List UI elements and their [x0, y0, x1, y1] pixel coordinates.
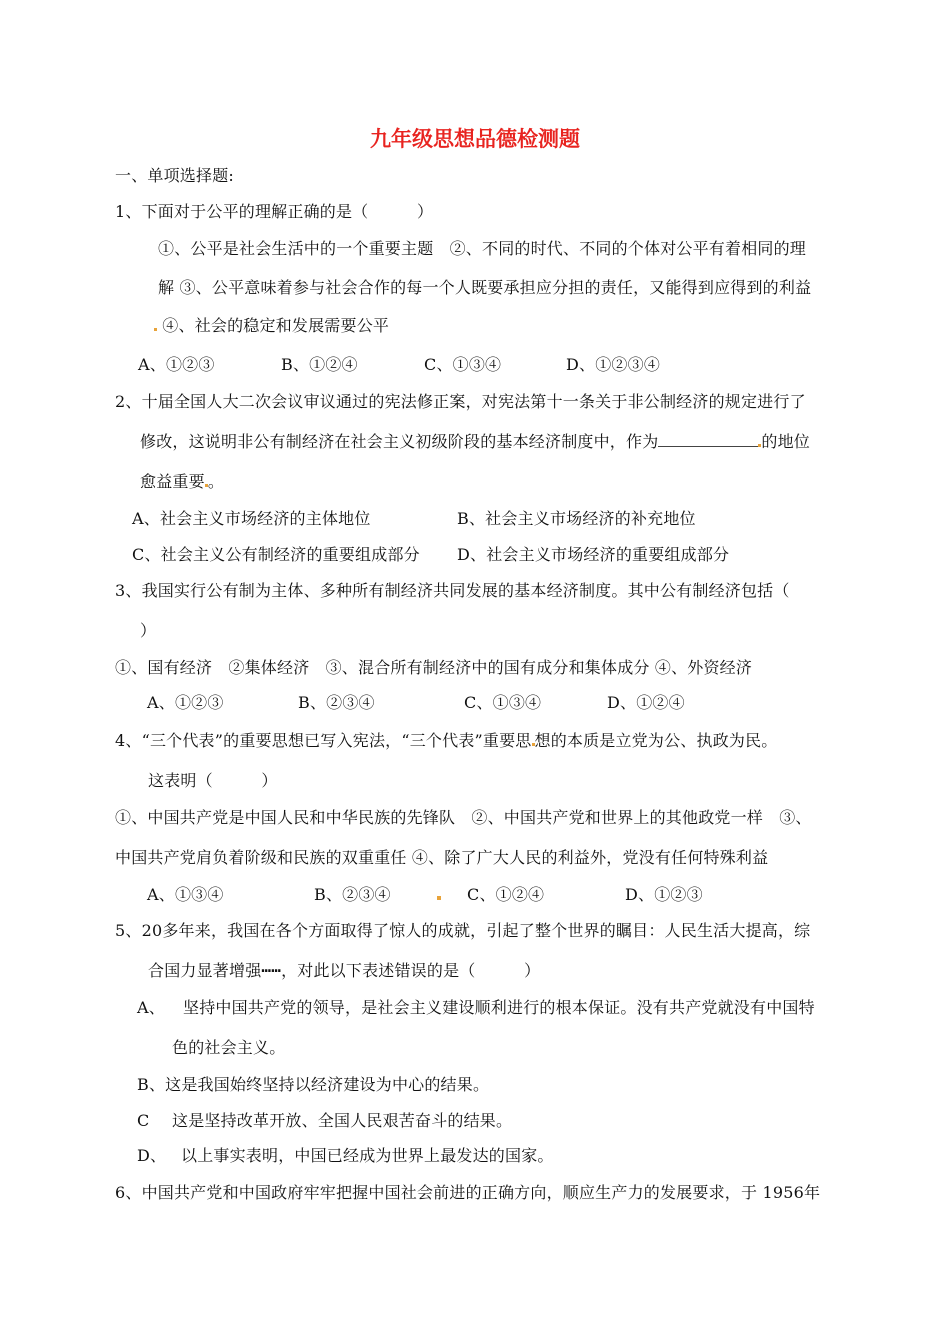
question-3-option-d: D、①②④ [607, 693, 685, 712]
question-1-option-a: A、①②③ [138, 355, 215, 374]
question-5-option-a-letter: A、 [137, 998, 165, 1017]
question-1-statement-line: ①、公平是社会生活中的一个重要主题 ②、不同的时代、不同的个体对公平有着相同的理 [158, 239, 807, 258]
question-6-stem: 6、中国共产党和中国政府牢牢把握中国社会前进的正确方向，顺应生产力的发展要求，于 1956年 [115, 1183, 821, 1202]
question-2-stem-line: 2、十届全国人大二次会议审议通过的宪法修正案，对宪法第十一条关于非公制经济的规定进行了 [115, 392, 806, 411]
question-5-option-c-letter: C [137, 1111, 150, 1130]
section-heading: 一、单项选择题: [115, 166, 234, 185]
question-3-stem-line: ） [140, 621, 157, 640]
question-5-option-a-line: 色的社会主义。 [172, 1038, 286, 1057]
question-4-statement-line: ①、中国共产党是中国人民和中华民族的先锋队 ②、中国共产党和世界上的其他政党一样 ③、 [115, 808, 812, 827]
question-3-stem-line: 3、我国实行公有制为主体、多种所有制经济共同发展的基本经济制度。其中公有制经济包括（ [115, 581, 790, 600]
question-2-stem-line: 修改，这说明非公有制经济在社会主义初级阶段的基本经济制度中，作为 的地位 [140, 432, 811, 451]
highlight-mark [154, 328, 157, 331]
question-5-option-b: B、这是我国始终坚持以经济建设为中心的结果。 [137, 1075, 490, 1094]
question-5-option-d-letter: D、 [137, 1146, 167, 1165]
question-5-option-a-line: 坚持中国共产党的领导，是社会主义建设顺利进行的根本保证。没有共产党就没有中国特 [183, 998, 815, 1017]
question-4-option-c: C、①②④ [437, 885, 544, 905]
question-5-stem-line: 5、20多年来，我国在各个方面取得了惊人的成就，引起了整个世界的瞩目：人民生活大提高，综 [115, 921, 811, 940]
question-4-option-b: B、②③④ [314, 885, 391, 904]
question-4-stem-line: 这表明（ ） [148, 771, 278, 790]
highlight-mark [437, 896, 441, 900]
question-1-option-d: D、①②③④ [566, 355, 661, 374]
question-4-stem-line: 4、“三个代表”的重要思想已写入宪法，“三个代表”重要思 想的本质是立党为公、执政为民。 [115, 731, 778, 750]
question-2-option-b: B、社会主义市场经济的补充地位 [457, 509, 696, 528]
question-5-option-c-line: 这是坚持改革开放、全国人民艰苦奋斗的结果。 [172, 1111, 513, 1130]
question-3-option-c: C、①③④ [464, 693, 542, 712]
question-2-stem-line: 愈益重要 。 [140, 472, 225, 491]
question-2-option-d: D、社会主义市场经济的重要组成部分 [457, 545, 730, 564]
question-3-option-b: B、②③④ [298, 693, 375, 712]
question-4-option-d: D、①②③ [625, 885, 703, 904]
question-1-stem: 1、下面对于公平的理解正确的是（ ） [115, 202, 434, 221]
question-2-option-a: A、社会主义市场经济的主体地位 [132, 509, 371, 528]
page-title: 九年级思想品德检测题 [370, 127, 580, 151]
answer-blank [658, 432, 758, 447]
question-4-statement-line: 中国共产党肩负着阶级和民族的双重重任 ④、除了广大人民的利益外，党没有任何特殊利益 [115, 848, 769, 867]
question-3-statement: ①、国有经济 ②集体经济 ③、混合所有制经济中的国有成分和集体成分 ④、外资经济 [115, 658, 753, 677]
question-1-option-b: B、①②④ [281, 355, 358, 374]
question-5-option-d-line: 以上事实表明，中国已经成为世界上最发达的国家。 [181, 1146, 554, 1165]
question-5-stem-line: 合国力显著增强┅┅，对此以下表述错误的是（ ） [148, 961, 541, 980]
question-1-option-c: C、①③④ [424, 355, 502, 374]
question-1-statement-line: ④、社会的稳定和发展需要公平 [154, 316, 389, 336]
question-3-option-a: A、①②③ [147, 693, 224, 712]
question-4-option-a: A、①③④ [147, 885, 224, 904]
question-2-option-c: C、社会主义公有制经济的重要组成部分 [132, 545, 420, 564]
question-1-statement-line: 解 ③、公平意味着参与社会合作的每一个人既要承担应分担的责任，又能得到应得到的利益 [158, 278, 812, 297]
